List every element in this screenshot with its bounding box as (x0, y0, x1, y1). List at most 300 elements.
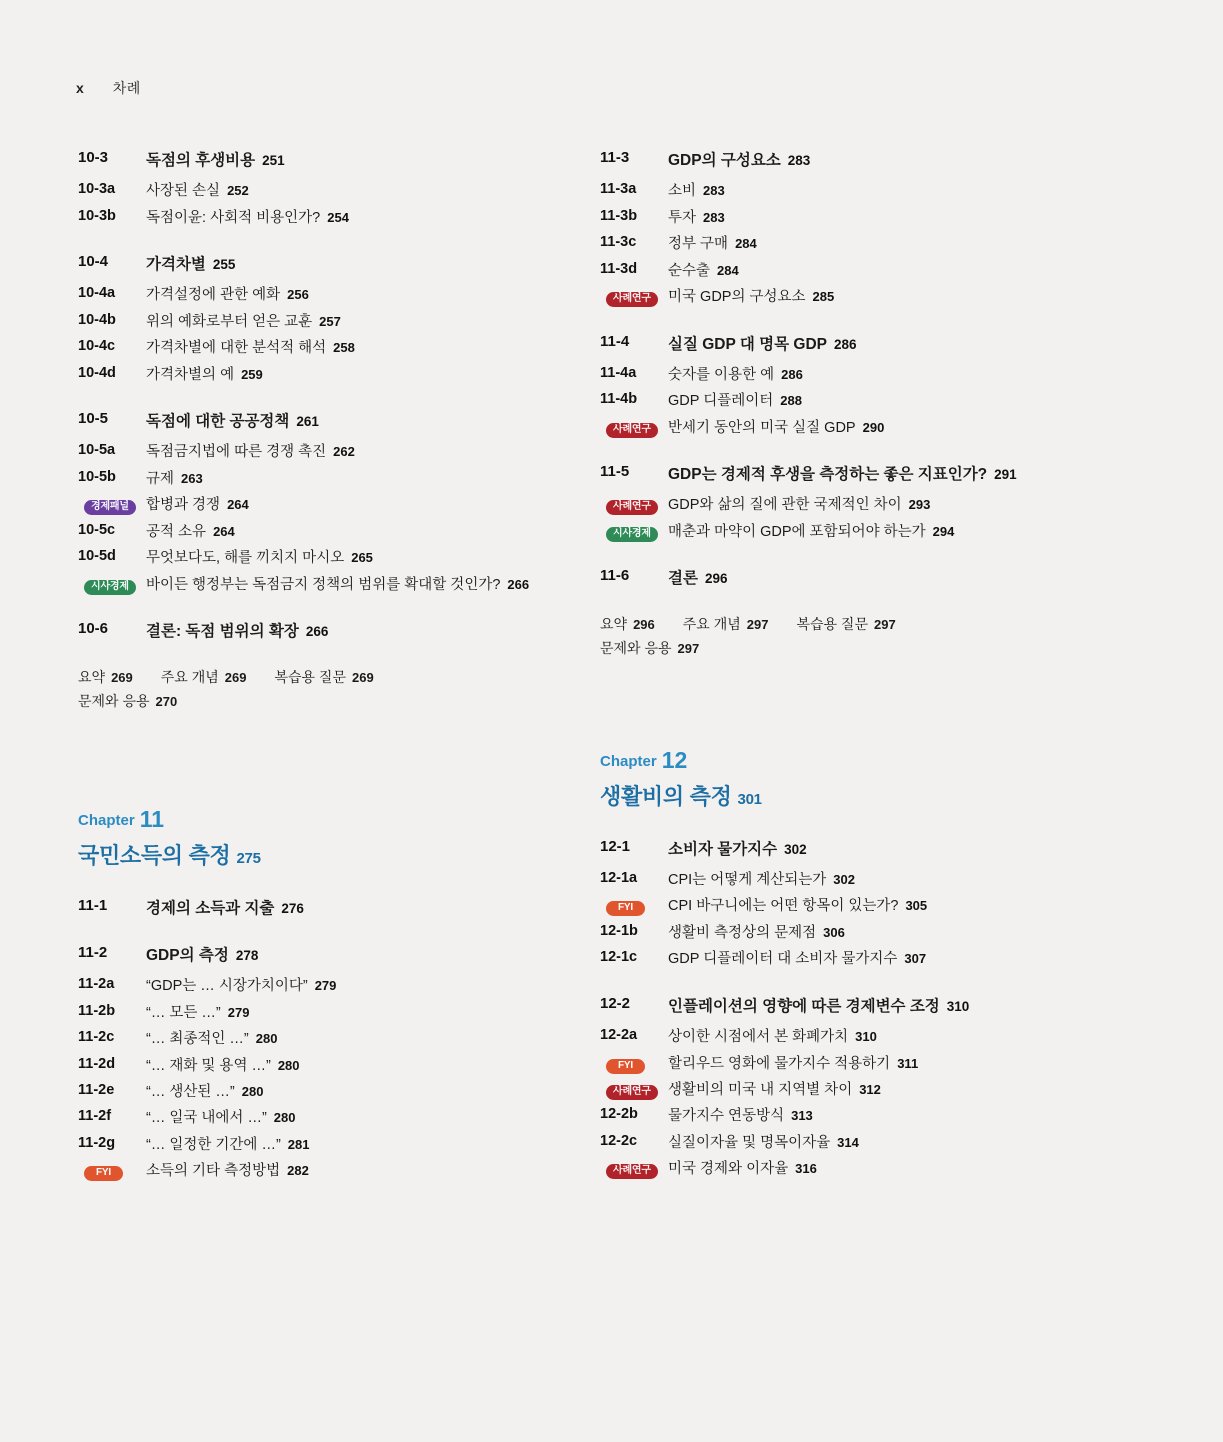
toc-entry[interactable] (600, 1026, 1070, 1049)
toc-entry-page: 256 (287, 287, 309, 303)
toc-entry[interactable] (78, 574, 548, 597)
toc-entry-page: 293 (908, 497, 931, 513)
toc-entry-page: 310 (855, 1029, 877, 1045)
toc-entry-badge-cell (600, 521, 668, 542)
toc-entry-number: 11-6 (600, 567, 630, 585)
toc-section-list-left (78, 148, 548, 644)
toc-entry[interactable] (600, 1158, 1070, 1181)
endmatter-label: 요약 (78, 669, 106, 686)
toc-entry-text (146, 180, 249, 203)
toc-entry-title: “… 재화 및 용역 …” (146, 1057, 271, 1074)
toc-entry-text (668, 417, 884, 440)
toc-entry[interactable] (600, 260, 1070, 283)
toc-entry-page: 306 (823, 924, 845, 940)
toc-entry-text (668, 260, 739, 283)
toc-entry-title: 반세기 동안의 미국 실질 GDP (668, 419, 856, 436)
toc-entry[interactable] (600, 233, 1070, 256)
chapter-title-text: 국민소득의 측정 (78, 842, 231, 868)
toc-entry-page: 262 (333, 444, 355, 460)
toc-entry[interactable] (78, 252, 548, 277)
toc-entry-page: 311 (897, 1055, 919, 1071)
endmatter-item[interactable] (600, 640, 699, 656)
toc-entry-text (668, 1053, 918, 1076)
toc-entry-text (668, 462, 1017, 487)
toc-entry-text (146, 1160, 309, 1183)
toc-entry-page: 291 (994, 467, 1017, 483)
toc-entry-title: “GDP는 … 시장가치이다” (146, 978, 308, 995)
endmatter-item[interactable] (796, 613, 895, 637)
toc-entry[interactable] (600, 462, 1070, 487)
toc-entry[interactable] (600, 332, 1070, 357)
toc-entry-text (146, 975, 336, 998)
toc-entry[interactable] (78, 1160, 548, 1183)
endmatter-label: 주요 개념 (682, 616, 741, 633)
toc-entry-text (146, 364, 263, 387)
toc-entry[interactable] (78, 337, 548, 360)
toc-entry[interactable] (600, 207, 1070, 230)
toc-entry[interactable] (600, 521, 1070, 544)
toc-entry-page: 259 (241, 366, 263, 382)
chapter-kicker-label: Chapter (600, 752, 657, 770)
toc-entry-page: 282 (287, 1163, 309, 1179)
toc-entry-text (668, 895, 927, 918)
toc-entry-text (146, 441, 355, 464)
toc-entry-text (668, 286, 834, 309)
toc-entry-title: CPI는 어떻게 계산되는가 (668, 871, 827, 888)
toc-entry-badge-cell (600, 1079, 668, 1100)
toc-entry-page: 257 (319, 313, 341, 329)
toc-entry-number: 11-5 (600, 463, 630, 481)
toc-entry-page: 302 (784, 841, 807, 857)
toc-entry-badge-cell (78, 574, 146, 595)
toc-entry[interactable] (78, 207, 548, 230)
toc-entry-number: 10-4a (78, 285, 116, 302)
toc-entry[interactable] (78, 180, 548, 203)
endmatter-right (600, 613, 1070, 661)
chapter-heading-11 (78, 806, 548, 870)
badge-case: 사례연구 (606, 1164, 658, 1179)
toc-entry-title: 가격차별 (146, 256, 206, 274)
toc-entry-title: 사장된 손실 (146, 183, 221, 200)
toc-entry-number: 11-2b (78, 1002, 116, 1019)
toc-entry-page: 305 (905, 898, 928, 914)
toc-entry-page: 264 (227, 497, 249, 513)
toc-entry[interactable] (78, 284, 548, 307)
toc-entry-text (146, 1107, 295, 1130)
toc-entry[interactable] (600, 948, 1070, 971)
toc-entry-text (668, 948, 926, 971)
toc-entry-number: 10-3b (78, 207, 116, 224)
toc-entry-page: 251 (262, 153, 285, 168)
toc-entry-page: 264 (213, 523, 235, 539)
toc-entry[interactable] (78, 943, 548, 968)
toc-entry-text (146, 1081, 263, 1104)
toc-entry[interactable] (78, 311, 548, 334)
toc-entry[interactable] (600, 364, 1070, 387)
toc-entry-number: 11-2e (78, 1082, 115, 1098)
badge-fyi: FYI (606, 1059, 645, 1074)
toc-entry[interactable] (600, 1053, 1070, 1076)
toc-entry-number: 10-4b (78, 311, 116, 328)
toc-entry-title: 독점의 후생비용 (146, 152, 256, 169)
toc-entry[interactable] (600, 566, 1070, 591)
toc-entry-text (146, 521, 235, 544)
toc-entry-title: 실질이자율 및 명목이자율 (668, 1134, 831, 1151)
toc-entry-title: 생활비 측정상의 문제점 (668, 924, 817, 941)
toc-entry[interactable] (600, 148, 1070, 173)
toc-entry-text (668, 180, 725, 203)
toc-entry[interactable] (600, 390, 1070, 413)
endmatter-row (600, 637, 1070, 661)
endmatter-row (78, 666, 548, 690)
toc-entry-number: 11-2d (78, 1055, 116, 1072)
toc-entry-number: 11-3d (600, 260, 638, 277)
toc-entry-page: 316 (795, 1161, 817, 1177)
toc-entry[interactable] (78, 975, 548, 998)
toc-entry-title: 결론: 독점 범위의 확장 (146, 623, 299, 641)
toc-entry[interactable] (78, 148, 548, 173)
toc-entry-title: 바이든 행정부는 독점금지 정책의 범위를 확대할 것인가? (146, 576, 501, 593)
endmatter-label: 요약 (600, 616, 628, 633)
toc-entry-text (146, 311, 341, 334)
endmatter-label: 주요 개념 (160, 669, 219, 686)
endmatter-label: 복습용 질문 (796, 616, 868, 633)
toc-entry-text (668, 566, 727, 591)
toc-entry[interactable] (78, 364, 548, 387)
endmatter-page: 269 (224, 670, 247, 686)
toc-entry-number: 10-5c (78, 521, 116, 538)
toc-entry-text (146, 494, 249, 517)
toc-entry-text (668, 1132, 859, 1155)
toc-entry-page: 255 (212, 257, 236, 273)
badge-case: 사례연구 (606, 292, 658, 307)
endmatter-page: 296 (633, 617, 655, 633)
toc-entry-title: 생활비의 미국 내 지역별 차이 (668, 1082, 853, 1098)
toc-entry-page: 265 (351, 550, 373, 566)
toc-entry-page: 280 (255, 1031, 278, 1047)
toc-entry-title: 독점금지법에 따른 경쟁 촉진 (146, 444, 327, 461)
toc-entry-page: 314 (837, 1134, 859, 1150)
toc-entry-title: 공적 소유 (146, 523, 207, 540)
toc-entry-badge-cell (600, 1158, 668, 1179)
column-spacer (600, 661, 1070, 747)
toc-entry-title: 미국 경제와 이자율 (668, 1161, 789, 1178)
toc-entry-text (668, 922, 845, 945)
toc-entry-title: 정부 구매 (668, 236, 729, 253)
toc-entry[interactable] (78, 1107, 548, 1130)
toc-entry-title: 결론 (668, 570, 698, 588)
toc-entry-title: GDP 디플레이터 (668, 393, 774, 410)
toc-entry-number: 12-2b (600, 1106, 638, 1123)
toc-entry-page: 280 (241, 1084, 264, 1099)
toc-entry-title: 소비자 물가지수 (668, 840, 778, 858)
toc-entry-page: 283 (703, 209, 725, 225)
toc-entry-text (146, 619, 328, 644)
toc-entry[interactable] (78, 441, 548, 464)
toc-entry-title: 매춘과 마약이 GDP에 포함되어야 하는가 (668, 523, 926, 540)
badge-panel: 경제패널 (84, 500, 136, 515)
chapter-title-text: 생활비의 측정 (600, 783, 732, 809)
toc-entry-page: 307 (904, 951, 927, 967)
toc-entry-text (668, 837, 807, 862)
toc-entry[interactable] (600, 1105, 1070, 1128)
badge-news: 시사경제 (84, 580, 136, 595)
toc-entry-number: 10-5d (78, 548, 116, 565)
endmatter-row (78, 690, 548, 714)
toc-entry-text (146, 252, 235, 277)
toc-entry-number: 11-2a (78, 976, 115, 993)
toc-entry-number: 11-4 (600, 332, 630, 350)
toc-entry-text (668, 207, 725, 230)
toc-entry-text (146, 943, 258, 968)
toc-entry[interactable] (78, 521, 548, 544)
chapter-title (600, 780, 1070, 811)
toc-entry-text (668, 1158, 817, 1181)
badge-case: 사례연구 (606, 1085, 658, 1100)
toc-entry-text (146, 574, 529, 597)
toc-entry-title: “… 최종적인 …” (146, 1031, 249, 1048)
toc-entry-badge-cell (78, 1160, 146, 1181)
toc-entry-page: 284 (735, 236, 757, 252)
toc-entry-title: “… 생산된 …” (146, 1084, 235, 1100)
toc-entry-page: 280 (273, 1110, 296, 1126)
toc-entry[interactable] (600, 494, 1070, 517)
toc-entry-badge-cell (78, 494, 146, 515)
toc-entry-title: “… 일정한 기간에 …” (146, 1136, 281, 1153)
toc-entry[interactable] (78, 1028, 548, 1051)
toc-entry[interactable] (600, 286, 1070, 309)
toc-entry-number: 11-4a (600, 364, 637, 381)
toc-entry-title: CPI 바구니에는 어떤 항목이 있는가? (668, 898, 899, 915)
toc-column-left (78, 148, 548, 1187)
toc-entry[interactable] (78, 896, 548, 921)
toc-entry-title: 미국 GDP의 구성요소 (668, 289, 806, 306)
toc-entry-number: 10-4c (78, 338, 116, 355)
toc-entry-number: 12-1 (600, 837, 631, 855)
chapter-kicker (78, 806, 548, 833)
toc-entry-title: 숫자를 이용한 예 (668, 366, 775, 383)
badge-fyi: FYI (84, 1166, 123, 1181)
toc-entry-page: 302 (833, 871, 855, 887)
toc-entry-number: 11-3 (600, 149, 630, 166)
endmatter-label: 문제와 응용 (78, 693, 150, 710)
toc-entry-page: 283 (787, 153, 811, 168)
endmatter-item[interactable] (600, 613, 655, 637)
toc-entry-page: 310 (946, 998, 970, 1014)
toc-entry-text (668, 994, 969, 1019)
toc-entry[interactable] (78, 494, 548, 517)
toc-entry[interactable] (78, 1055, 548, 1078)
endmatter-label: 복습용 질문 (274, 669, 346, 686)
chapter-kicker-label: Chapter (78, 811, 135, 829)
toc-entry-title: GDP의 측정 (146, 946, 229, 964)
toc-entry-number: 10-5 (78, 410, 109, 428)
toc-entry-text (668, 233, 757, 256)
toc-entry-page: 266 (507, 576, 530, 592)
toc-entry-title: GDP와 삶의 질에 관한 국제적인 차이 (668, 497, 902, 514)
toc-section-list-right-chapter (600, 837, 1070, 1182)
toc-entry-text (668, 364, 803, 387)
toc-entry-number: 12-1a (600, 869, 638, 886)
chapter-number: 11 (139, 805, 165, 832)
toc-entry-title: 실질 GDP 대 명목 GDP (668, 335, 827, 353)
toc-entry-page: 294 (932, 523, 955, 539)
toc-entry-page: 254 (327, 209, 349, 225)
endmatter-item[interactable] (683, 613, 769, 637)
toc-entry-text (146, 1055, 300, 1078)
toc-entry-number: 11-2c (78, 1029, 115, 1046)
toc-entry-title: 합병과 경쟁 (146, 497, 221, 514)
endmatter-item[interactable] (161, 666, 247, 690)
toc-entry-number: 10-3a (78, 181, 116, 198)
toc-entry-page: 284 (717, 262, 739, 278)
chapter-heading-12 (600, 747, 1070, 811)
toc-entry-badge-cell (600, 494, 668, 515)
toc-entry-text (668, 494, 930, 517)
endmatter-item[interactable] (274, 666, 373, 690)
toc-entry[interactable] (600, 895, 1070, 918)
toc-entry-text (146, 409, 319, 434)
toc-entry[interactable] (78, 619, 548, 644)
toc-entry-title: GDP의 구성요소 (668, 152, 781, 169)
toc-entry-number: 10-5a (78, 442, 116, 459)
toc-entry-text (668, 148, 810, 173)
toc-entry-page: 278 (235, 947, 259, 963)
toc-entry-badge-cell (600, 1053, 668, 1074)
toc-entry-page: 258 (333, 340, 355, 356)
toc-entry-page: 288 (780, 393, 802, 409)
column-spacer (78, 714, 548, 806)
toc-entry-number: 10-3 (78, 149, 109, 166)
toc-entry-title: 경제의 소득과 지출 (146, 899, 275, 917)
toc-entry-text (668, 1026, 877, 1049)
toc-entry-page: 296 (704, 571, 728, 587)
toc-entry-page: 313 (791, 1108, 813, 1124)
badge-fyi: FYI (606, 901, 645, 916)
toc-entry-number: 10-4d (78, 364, 116, 381)
badge-news: 시사경제 (606, 527, 658, 542)
toc-entry-page: 279 (227, 1004, 250, 1020)
toc-entry[interactable] (78, 1002, 548, 1025)
toc-entry-title: 물가지수 연동방식 (668, 1108, 785, 1125)
endmatter-page: 269 (111, 670, 133, 686)
toc-entry-text (668, 1105, 813, 1128)
toc-entry[interactable] (600, 1079, 1070, 1102)
toc-entry-title: “… 일국 내에서 …” (146, 1110, 267, 1127)
toc-entry-number: 12-2a (600, 1027, 638, 1044)
toc-entry-number: 11-2 (78, 943, 108, 961)
toc-entry-title: 가격차별의 예 (146, 366, 235, 383)
toc-entry-title: GDP는 경제적 후생을 측정하는 좋은 지표인가? (668, 466, 988, 484)
toc-entry-title: 인플레이션의 영향에 따른 경제변수 조정 (668, 997, 940, 1015)
toc-entry-title: 할리우드 영화에 물가지수 적용하기 (668, 1055, 891, 1072)
toc-entry-title: 투자 (668, 209, 697, 226)
page-folio: x (76, 80, 85, 96)
toc-entry-page: 266 (305, 624, 329, 640)
toc-entry-text (668, 332, 857, 357)
toc-entry-badge-cell (600, 286, 668, 307)
toc-entry-number: 10-4 (78, 253, 109, 271)
toc-entry[interactable] (600, 417, 1070, 440)
toc-entry[interactable] (600, 1132, 1070, 1155)
toc-entry-title: 위의 예화로부터 얻은 교훈 (146, 313, 313, 330)
endmatter-item[interactable] (78, 666, 133, 690)
toc-entry-title: 소득의 기타 측정방법 (146, 1163, 281, 1180)
toc-entry-number: 12-1b (600, 922, 638, 939)
running-head (76, 78, 141, 98)
toc-entry-number: 11-2g (78, 1134, 116, 1151)
toc-entry-number: 10-5b (78, 468, 116, 485)
chapter-title (78, 839, 548, 870)
endmatter-page: 297 (677, 641, 700, 657)
toc-entry-title: 가격차별에 대한 분석적 해석 (146, 340, 327, 357)
toc-entry-page: 281 (287, 1136, 310, 1152)
toc-entry-page: 280 (277, 1057, 300, 1073)
endmatter-page: 269 (351, 670, 374, 686)
chapter-page: 301 (737, 790, 762, 808)
toc-entry-number: 11-4b (600, 391, 638, 408)
toc-entry-text (668, 869, 855, 892)
toc-entry-text (668, 1079, 881, 1102)
endmatter-page: 297 (873, 617, 896, 633)
toc-entry-title: GDP 디플레이터 대 소비자 물가지수 (668, 951, 898, 968)
toc-entry-number: 12-2 (600, 994, 631, 1012)
endmatter-page: 270 (155, 694, 178, 710)
toc-entry-page: 285 (812, 289, 835, 305)
badge-case: 사례연구 (606, 423, 658, 438)
toc-entry[interactable] (600, 922, 1070, 945)
toc-entry[interactable] (78, 468, 548, 491)
toc-entry-title: 소비 (668, 183, 697, 200)
toc-entry[interactable] (600, 180, 1070, 203)
toc-entry[interactable] (78, 409, 548, 434)
toc-entry-text (146, 468, 203, 491)
toc-entry-title: 규제 (146, 470, 175, 487)
toc-entry-page: 290 (862, 419, 885, 435)
toc-entry-number: 11-1 (78, 896, 108, 914)
toc-entry-page: 312 (859, 1082, 881, 1097)
toc-entry-number: 11-3b (600, 207, 638, 224)
chapter-kicker (600, 747, 1070, 774)
toc-entry-title: 독점에 대한 공공정책 (146, 413, 290, 431)
toc-entry-title: 독점이윤: 사회적 비용인가? (146, 209, 321, 226)
toc-entry-title: 상이한 시점에서 본 화폐가치 (668, 1029, 849, 1046)
toc-entry-badge-cell (600, 895, 668, 916)
toc-entry[interactable] (600, 837, 1070, 862)
endmatter-item[interactable] (78, 693, 177, 709)
toc-entry-number: 12-1c (600, 949, 638, 966)
toc-entry-page: 286 (834, 336, 857, 352)
toc-entry-text (146, 337, 355, 360)
toc-entry-page: 283 (703, 183, 725, 199)
toc-entry-text (146, 207, 349, 230)
toc-entry-text (146, 148, 285, 173)
toc-entry[interactable] (600, 869, 1070, 892)
toc-entry-text (146, 1028, 277, 1051)
toc-entry-number: 11-3a (600, 181, 637, 198)
toc-entry-page: 263 (181, 470, 203, 486)
toc-entry[interactable] (78, 547, 548, 570)
toc-entry-text (668, 390, 802, 413)
toc-entry[interactable] (78, 1134, 548, 1157)
toc-entry-text (146, 547, 373, 570)
toc-entry[interactable] (78, 1081, 548, 1104)
chapter-page: 275 (236, 849, 261, 867)
chapter-number: 12 (661, 746, 688, 773)
toc-entry-page: 286 (781, 366, 803, 382)
toc-entry-badge-cell (600, 417, 668, 438)
toc-entry[interactable] (600, 994, 1070, 1019)
